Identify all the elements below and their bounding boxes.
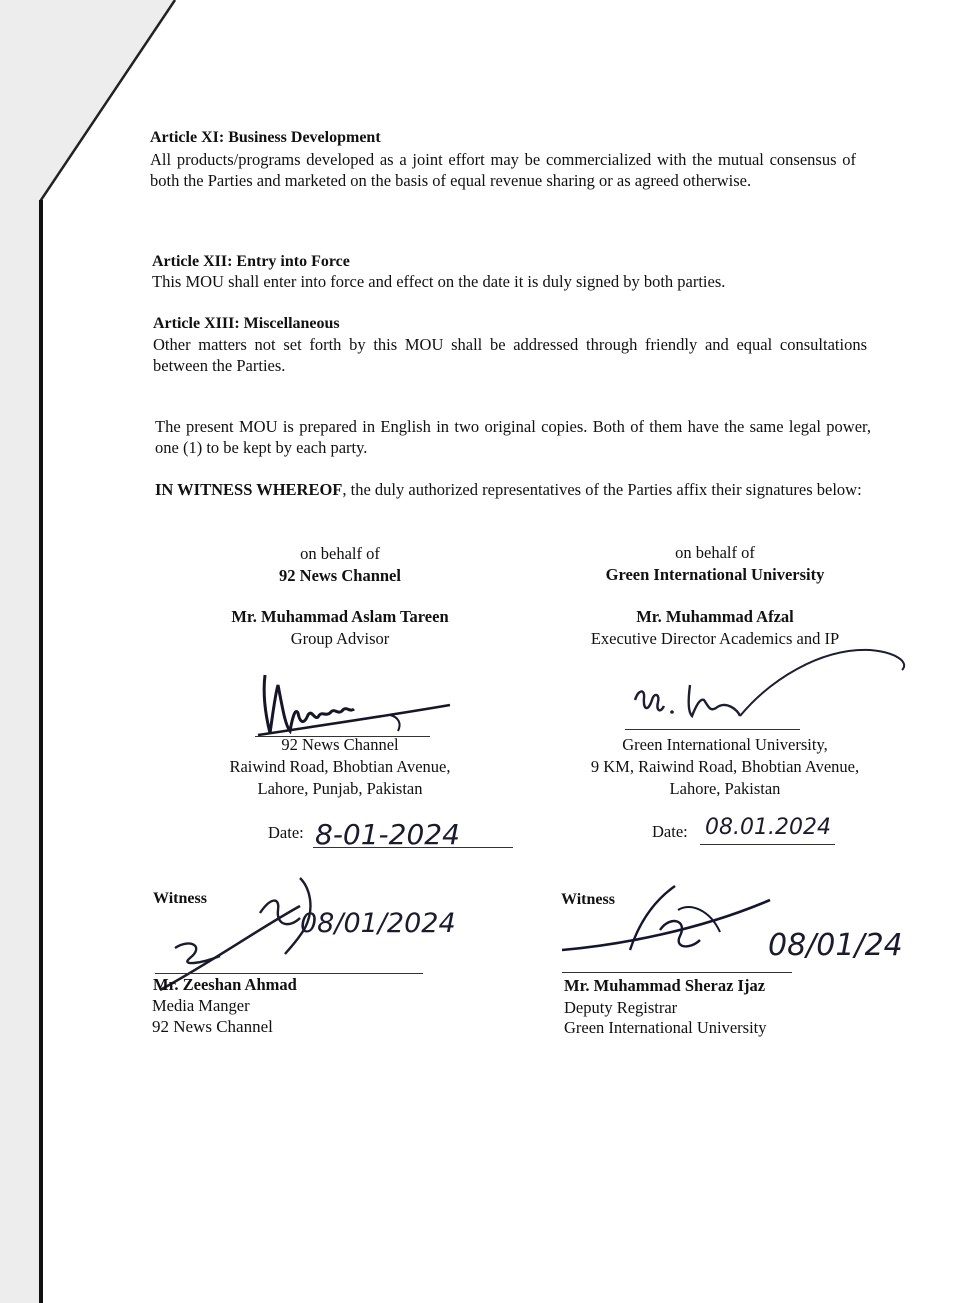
right-witness-org: Green International University: [564, 1018, 767, 1037]
right-signatory-name: Mr. Muhammad Afzal: [636, 607, 794, 626]
article-13-body: Other matters not set forth by this MOU shall be addressed through friendly and equal consultations between the Parties.: [153, 335, 867, 375]
right-date-line: [700, 844, 835, 845]
right-witness-title: Deputy Registrar: [564, 998, 678, 1017]
right-date-handwritten: 08.01.2024: [705, 815, 831, 840]
left-witness-label: Witness: [153, 890, 207, 907]
left-signatory-role: Group Advisor: [290, 629, 390, 648]
left-address-line-2: Raiwind Road, Bhobtian Avenue,: [229, 757, 451, 776]
left-witness-title: Media Manger: [152, 996, 250, 1015]
right-witness-name: Mr. Muhammad Sheraz Ijaz: [564, 976, 766, 995]
left-signatory-name: Mr. Muhammad Aslam Tareen: [231, 607, 449, 626]
article-12-heading: Article XII: Entry into Force: [152, 253, 350, 270]
article-11-heading: Article XI: Business Development: [150, 129, 381, 146]
witness-whereof-lead: IN WITNESS WHEREOF: [155, 480, 343, 499]
left-date-handwritten: 8-01-2024: [315, 818, 460, 851]
copies-paragraph: The present MOU is prepared in English in two original copies. Both of them have the same legal power, one (1) to be kept by each party.: [155, 417, 871, 457]
article-12-body: This MOU shall enter into force and effect on the date it is duly signed by both parties.: [152, 272, 726, 291]
right-party-block: [555, 542, 875, 586]
right-witness-handwritten-date: 08/01/24: [768, 928, 903, 963]
left-address-block: [190, 734, 490, 800]
left-party-block: [190, 543, 490, 587]
right-witness-signature-image: [560, 880, 780, 970]
witness-whereof-rest: , the duly authorized representatives of the Parties affix their signatures below:: [342, 480, 862, 499]
left-signatory-block: [190, 606, 490, 650]
right-party-org: Green International University: [605, 565, 825, 584]
left-date-label: Date:: [268, 823, 304, 842]
right-on-behalf: on behalf of: [675, 543, 755, 562]
right-signature-image: [620, 640, 920, 740]
right-signatory-role: Executive Director Academics and IP: [590, 629, 840, 648]
right-address-line-3: Lahore, Pakistan: [669, 779, 781, 798]
right-date-label: Date:: [652, 822, 688, 841]
left-witness-line: [155, 973, 423, 974]
right-address-line-1: Green International University,: [622, 735, 828, 754]
left-witness-handwritten-date: 08/01/2024: [300, 908, 456, 939]
right-signature-line: [625, 729, 800, 730]
article-13-heading: Article XIII: Miscellaneous: [153, 315, 340, 332]
right-witness-line: [562, 972, 792, 973]
left-address-line-3: Lahore, Punjab, Pakistan: [257, 779, 423, 798]
left-witness-name: Mr. Zeeshan Ahmad: [153, 975, 297, 994]
right-address-block: [555, 734, 895, 800]
article-11-body: All products/programs developed as a joint effort may be commercialized with the mutual consensus of both the Parties and marketed on the basis of equal revenue sharing or as agreed otherwise.: [150, 150, 856, 190]
right-address-line-2: 9 KM, Raiwind Road, Bhobtian Avenue,: [590, 757, 860, 776]
left-on-behalf: on behalf of: [300, 544, 380, 563]
left-date-line: [313, 847, 513, 848]
left-party-org: 92 News Channel: [279, 566, 401, 585]
witness-whereof-paragraph: [155, 479, 871, 500]
left-address-line-1: 92 News Channel: [281, 735, 399, 754]
left-witness-org: 92 News Channel: [152, 1017, 273, 1036]
right-witness-label: Witness: [561, 891, 615, 908]
